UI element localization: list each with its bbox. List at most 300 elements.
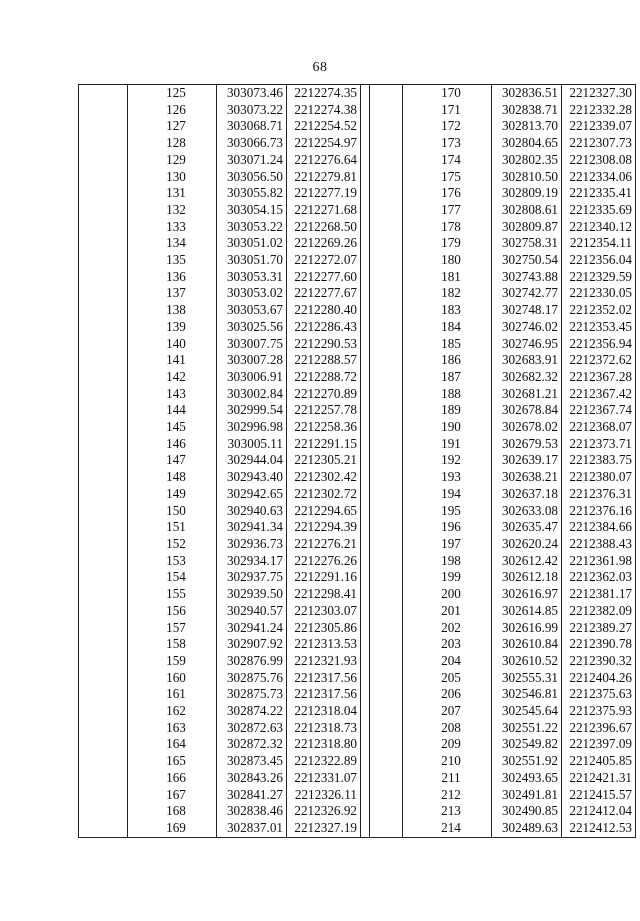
x-coordinate-cell: 302875.73 (217, 686, 287, 703)
x-coordinate-cell: 302679.53 (492, 436, 562, 453)
y-coordinate-cell: 2212326.11 (287, 787, 361, 804)
y-coordinate-cell: 2212274.38 (287, 102, 361, 119)
blank-cell (370, 202, 403, 219)
y-coordinate-cell: 2212257.78 (287, 402, 361, 419)
y-coordinate-cell: 2212313.53 (287, 636, 361, 653)
x-coordinate-cell: 303054.15 (217, 202, 287, 219)
column-gap-cell (361, 386, 370, 403)
y-coordinate-cell: 2212288.72 (287, 369, 361, 386)
blank-cell (79, 102, 128, 119)
point-number-cell: 157 (128, 620, 217, 637)
table-row (79, 85, 636, 102)
point-number-cell: 188 (403, 386, 492, 403)
point-number-cell: 142 (128, 369, 217, 386)
column-gap-cell (361, 219, 370, 236)
table-row (79, 686, 636, 703)
x-coordinate-cell: 302809.19 (492, 185, 562, 202)
table-row (79, 135, 636, 152)
y-coordinate-cell: 2212421.31 (562, 770, 636, 787)
x-coordinate-cell: 302808.61 (492, 202, 562, 219)
blank-cell (79, 336, 128, 353)
point-number-cell: 203 (403, 636, 492, 653)
y-coordinate-cell: 2212288.57 (287, 352, 361, 369)
y-coordinate-cell: 2212276.64 (287, 152, 361, 169)
table-row (79, 252, 636, 269)
point-number-cell: 197 (403, 536, 492, 553)
y-coordinate-cell: 2212317.56 (287, 686, 361, 703)
point-number-cell: 181 (403, 269, 492, 286)
x-coordinate-cell: 302610.84 (492, 636, 562, 653)
blank-cell (370, 118, 403, 135)
x-coordinate-cell: 303006.91 (217, 369, 287, 386)
table-row (79, 770, 636, 787)
y-coordinate-cell: 2212356.94 (562, 336, 636, 353)
page-number: 68 (312, 60, 328, 75)
y-coordinate-cell: 2212303.07 (287, 603, 361, 620)
x-coordinate-cell: 303051.70 (217, 252, 287, 269)
y-coordinate-cell: 2212254.97 (287, 135, 361, 152)
y-coordinate-cell: 2212332.28 (562, 102, 636, 119)
x-coordinate-cell: 303053.02 (217, 285, 287, 302)
x-coordinate-cell: 302637.18 (492, 486, 562, 503)
x-coordinate-cell: 302489.63 (492, 820, 562, 837)
x-coordinate-cell: 303053.22 (217, 219, 287, 236)
y-coordinate-cell: 2212368.07 (562, 419, 636, 436)
point-number-cell: 163 (128, 720, 217, 737)
column-gap-cell (361, 419, 370, 436)
blank-cell (370, 720, 403, 737)
blank-cell (79, 352, 128, 369)
point-number-cell: 213 (403, 803, 492, 820)
point-number-cell: 136 (128, 269, 217, 286)
x-coordinate-cell: 302746.95 (492, 336, 562, 353)
blank-cell (79, 135, 128, 152)
point-number-cell: 190 (403, 419, 492, 436)
point-number-cell: 198 (403, 553, 492, 570)
blank-cell (79, 703, 128, 720)
blank-cell (370, 553, 403, 570)
blank-cell (370, 686, 403, 703)
x-coordinate-cell: 303071.24 (217, 152, 287, 169)
y-coordinate-cell: 2212290.53 (287, 336, 361, 353)
point-number-cell: 173 (403, 135, 492, 152)
x-coordinate-cell: 302837.01 (217, 820, 287, 837)
point-number-cell: 128 (128, 135, 217, 152)
point-number-cell: 193 (403, 469, 492, 486)
blank-cell (370, 620, 403, 637)
table-row (79, 219, 636, 236)
blank-cell (79, 720, 128, 737)
table-row (79, 636, 636, 653)
column-gap-cell (361, 586, 370, 603)
table-row (79, 519, 636, 536)
x-coordinate-cell: 303073.22 (217, 102, 287, 119)
x-coordinate-cell: 302836.51 (492, 85, 562, 102)
blank-cell (79, 452, 128, 469)
x-coordinate-cell: 302876.99 (217, 653, 287, 670)
blank-cell (370, 102, 403, 119)
point-number-cell: 199 (403, 569, 492, 586)
x-coordinate-cell: 302493.65 (492, 770, 562, 787)
blank-cell (79, 820, 128, 837)
y-coordinate-cell: 2212268.50 (287, 219, 361, 236)
point-number-cell: 214 (403, 820, 492, 837)
blank-cell (79, 569, 128, 586)
point-number-cell: 134 (128, 235, 217, 252)
table-row (79, 586, 636, 603)
table-row (79, 118, 636, 135)
column-gap-cell (361, 369, 370, 386)
point-number-cell: 138 (128, 302, 217, 319)
table-row (79, 536, 636, 553)
y-coordinate-cell: 2212276.26 (287, 553, 361, 570)
x-coordinate-cell: 302742.77 (492, 285, 562, 302)
point-number-cell: 206 (403, 686, 492, 703)
blank-cell (370, 736, 403, 753)
blank-cell (79, 185, 128, 202)
blank-cell (370, 252, 403, 269)
y-coordinate-cell: 2212404.26 (562, 670, 636, 687)
point-number-cell: 189 (403, 402, 492, 419)
y-coordinate-cell: 2212375.63 (562, 686, 636, 703)
point-number-cell: 161 (128, 686, 217, 703)
table-row (79, 503, 636, 520)
x-coordinate-cell: 302683.91 (492, 352, 562, 369)
y-coordinate-cell: 2212270.89 (287, 386, 361, 403)
point-number-cell: 145 (128, 419, 217, 436)
x-coordinate-cell: 302874.22 (217, 703, 287, 720)
blank-cell (79, 686, 128, 703)
point-number-cell: 174 (403, 152, 492, 169)
y-coordinate-cell: 2212318.73 (287, 720, 361, 737)
y-coordinate-cell: 2212352.02 (562, 302, 636, 319)
blank-cell (370, 85, 403, 102)
blank-cell (79, 285, 128, 302)
blank-cell (370, 185, 403, 202)
x-coordinate-cell: 302944.04 (217, 452, 287, 469)
point-number-cell: 207 (403, 703, 492, 720)
y-coordinate-cell: 2212334.06 (562, 169, 636, 186)
column-gap-cell (361, 269, 370, 286)
point-number-cell: 164 (128, 736, 217, 753)
column-gap-cell (361, 118, 370, 135)
blank-cell (370, 235, 403, 252)
x-coordinate-cell: 303066.73 (217, 135, 287, 152)
point-number-cell: 186 (403, 352, 492, 369)
table-row (79, 285, 636, 302)
point-number-cell: 191 (403, 436, 492, 453)
x-coordinate-cell: 302616.97 (492, 586, 562, 603)
column-gap-cell (361, 252, 370, 269)
y-coordinate-cell: 2212356.04 (562, 252, 636, 269)
y-coordinate-cell: 2212361.98 (562, 553, 636, 570)
y-coordinate-cell: 2212272.07 (287, 252, 361, 269)
coordinate-table (78, 84, 636, 838)
y-coordinate-cell: 2212305.86 (287, 620, 361, 637)
point-number-cell: 151 (128, 519, 217, 536)
x-coordinate-cell: 302490.85 (492, 803, 562, 820)
table-row (79, 553, 636, 570)
blank-cell (79, 118, 128, 135)
point-number-cell: 131 (128, 185, 217, 202)
x-coordinate-cell: 302678.84 (492, 402, 562, 419)
x-coordinate-cell: 302941.24 (217, 620, 287, 637)
x-coordinate-cell: 302804.65 (492, 135, 562, 152)
y-coordinate-cell: 2212388.43 (562, 536, 636, 553)
y-coordinate-cell: 2212412.53 (562, 820, 636, 837)
point-number-cell: 192 (403, 452, 492, 469)
point-number-cell: 130 (128, 169, 217, 186)
y-coordinate-cell: 2212318.80 (287, 736, 361, 753)
table-row (79, 235, 636, 252)
blank-cell (79, 402, 128, 419)
table-row (79, 386, 636, 403)
point-number-cell: 200 (403, 586, 492, 603)
blank-cell (370, 285, 403, 302)
blank-cell (370, 169, 403, 186)
column-gap-cell (361, 803, 370, 820)
y-coordinate-cell: 2212294.39 (287, 519, 361, 536)
x-coordinate-cell: 302614.85 (492, 603, 562, 620)
point-number-cell: 125 (128, 85, 217, 102)
point-number-cell: 208 (403, 720, 492, 737)
column-gap-cell (361, 703, 370, 720)
blank-cell (370, 336, 403, 353)
point-number-cell: 159 (128, 653, 217, 670)
blank-cell (370, 302, 403, 319)
x-coordinate-cell: 302810.50 (492, 169, 562, 186)
table-row (79, 169, 636, 186)
point-number-cell: 182 (403, 285, 492, 302)
x-coordinate-cell: 302620.24 (492, 536, 562, 553)
x-coordinate-cell: 302873.45 (217, 753, 287, 770)
x-coordinate-cell: 302610.52 (492, 653, 562, 670)
blank-cell (370, 603, 403, 620)
point-number-cell: 171 (403, 102, 492, 119)
x-coordinate-cell: 302681.21 (492, 386, 562, 403)
point-number-cell: 143 (128, 386, 217, 403)
table-row (79, 820, 636, 837)
table-row (79, 787, 636, 804)
blank-cell (370, 770, 403, 787)
x-coordinate-cell: 302633.08 (492, 503, 562, 520)
column-gap-cell (361, 620, 370, 637)
table-row (79, 803, 636, 820)
table-row (79, 486, 636, 503)
blank-cell (79, 219, 128, 236)
column-gap-cell (361, 285, 370, 302)
x-coordinate-cell: 303025.56 (217, 319, 287, 336)
blank-cell (370, 386, 403, 403)
column-gap-cell (361, 319, 370, 336)
column-gap-cell (361, 736, 370, 753)
coordinate-table-body (79, 85, 636, 838)
y-coordinate-cell: 2212376.16 (562, 503, 636, 520)
y-coordinate-cell: 2212258.36 (287, 419, 361, 436)
blank-cell (370, 486, 403, 503)
x-coordinate-cell: 302999.54 (217, 402, 287, 419)
column-gap-cell (361, 336, 370, 353)
x-coordinate-cell: 302551.22 (492, 720, 562, 737)
y-coordinate-cell: 2212271.68 (287, 202, 361, 219)
x-coordinate-cell: 302996.98 (217, 419, 287, 436)
blank-cell (79, 85, 128, 102)
table-row (79, 569, 636, 586)
point-number-cell: 140 (128, 336, 217, 353)
table-row (79, 102, 636, 119)
table-row (79, 152, 636, 169)
x-coordinate-cell: 303051.02 (217, 235, 287, 252)
x-coordinate-cell: 302940.57 (217, 603, 287, 620)
y-coordinate-cell: 2212327.30 (562, 85, 636, 102)
y-coordinate-cell: 2212380.07 (562, 469, 636, 486)
point-number-cell: 196 (403, 519, 492, 536)
y-coordinate-cell: 2212294.65 (287, 503, 361, 520)
point-number-cell: 127 (128, 118, 217, 135)
y-coordinate-cell: 2212340.12 (562, 219, 636, 236)
point-number-cell: 205 (403, 670, 492, 687)
blank-cell (370, 569, 403, 586)
blank-cell (79, 519, 128, 536)
x-coordinate-cell: 302758.31 (492, 235, 562, 252)
column-gap-cell (361, 503, 370, 520)
column-gap-cell (361, 185, 370, 202)
y-coordinate-cell: 2212286.43 (287, 319, 361, 336)
point-number-cell: 144 (128, 402, 217, 419)
column-gap-cell (361, 352, 370, 369)
y-coordinate-cell: 2212254.52 (287, 118, 361, 135)
point-number-cell: 187 (403, 369, 492, 386)
blank-cell (79, 753, 128, 770)
column-gap-cell (361, 820, 370, 837)
y-coordinate-cell: 2212322.89 (287, 753, 361, 770)
x-coordinate-cell: 302748.17 (492, 302, 562, 319)
x-coordinate-cell: 302943.40 (217, 469, 287, 486)
point-number-cell: 212 (403, 787, 492, 804)
y-coordinate-cell: 2212318.04 (287, 703, 361, 720)
x-coordinate-cell: 302612.18 (492, 569, 562, 586)
column-gap-cell (361, 169, 370, 186)
table-row (79, 603, 636, 620)
y-coordinate-cell: 2212382.09 (562, 603, 636, 620)
point-number-cell: 149 (128, 486, 217, 503)
x-coordinate-cell: 302872.63 (217, 720, 287, 737)
blank-cell (370, 503, 403, 520)
point-number-cell: 195 (403, 503, 492, 520)
point-number-cell: 178 (403, 219, 492, 236)
blank-cell (79, 636, 128, 653)
y-coordinate-cell: 2212307.73 (562, 135, 636, 152)
x-coordinate-cell: 302937.75 (217, 569, 287, 586)
blank-cell (79, 670, 128, 687)
column-gap-cell (361, 402, 370, 419)
column-gap-cell (361, 102, 370, 119)
y-coordinate-cell: 2212405.85 (562, 753, 636, 770)
x-coordinate-cell: 302491.81 (492, 787, 562, 804)
point-number-cell: 132 (128, 202, 217, 219)
x-coordinate-cell: 303053.31 (217, 269, 287, 286)
y-coordinate-cell: 2212317.56 (287, 670, 361, 687)
column-gap-cell (361, 653, 370, 670)
x-coordinate-cell: 302802.35 (492, 152, 562, 169)
blank-cell (370, 319, 403, 336)
blank-cell (370, 219, 403, 236)
y-coordinate-cell: 2212375.93 (562, 703, 636, 720)
y-coordinate-cell: 2212302.42 (287, 469, 361, 486)
blank-cell (370, 636, 403, 653)
column-gap-cell (361, 452, 370, 469)
blank-cell (79, 436, 128, 453)
y-coordinate-cell: 2212329.59 (562, 269, 636, 286)
x-coordinate-cell: 302545.64 (492, 703, 562, 720)
blank-cell (79, 469, 128, 486)
blank-cell (370, 519, 403, 536)
y-coordinate-cell: 2212372.62 (562, 352, 636, 369)
column-gap-cell (361, 436, 370, 453)
x-coordinate-cell: 303053.67 (217, 302, 287, 319)
blank-cell (370, 820, 403, 837)
blank-cell (79, 235, 128, 252)
column-gap-cell (361, 235, 370, 252)
x-coordinate-cell: 302743.88 (492, 269, 562, 286)
y-coordinate-cell: 2212277.19 (287, 185, 361, 202)
point-number-cell: 146 (128, 436, 217, 453)
point-number-cell: 166 (128, 770, 217, 787)
point-number-cell: 133 (128, 219, 217, 236)
x-coordinate-cell: 302907.92 (217, 636, 287, 653)
point-number-cell: 139 (128, 319, 217, 336)
point-number-cell: 158 (128, 636, 217, 653)
point-number-cell: 135 (128, 252, 217, 269)
point-number-cell: 160 (128, 670, 217, 687)
x-coordinate-cell: 302936.73 (217, 536, 287, 553)
column-gap-cell (361, 302, 370, 319)
x-coordinate-cell: 302841.27 (217, 787, 287, 804)
point-number-cell: 153 (128, 553, 217, 570)
x-coordinate-cell: 302549.82 (492, 736, 562, 753)
y-coordinate-cell: 2212397.09 (562, 736, 636, 753)
table-row (79, 703, 636, 720)
blank-cell (370, 653, 403, 670)
y-coordinate-cell: 2212321.93 (287, 653, 361, 670)
x-coordinate-cell: 302616.99 (492, 620, 562, 637)
y-coordinate-cell: 2212381.17 (562, 586, 636, 603)
blank-cell (79, 269, 128, 286)
blank-cell (370, 402, 403, 419)
y-coordinate-cell: 2212339.07 (562, 118, 636, 135)
blank-cell (79, 386, 128, 403)
y-coordinate-cell: 2212373.71 (562, 436, 636, 453)
x-coordinate-cell: 302551.92 (492, 753, 562, 770)
point-number-cell: 194 (403, 486, 492, 503)
blank-cell (370, 787, 403, 804)
blank-cell (370, 586, 403, 603)
y-coordinate-cell: 2212298.41 (287, 586, 361, 603)
point-number-cell: 170 (403, 85, 492, 102)
x-coordinate-cell: 302934.17 (217, 553, 287, 570)
y-coordinate-cell: 2212308.08 (562, 152, 636, 169)
point-number-cell: 137 (128, 285, 217, 302)
table-row (79, 620, 636, 637)
blank-cell (79, 152, 128, 169)
point-number-cell: 154 (128, 569, 217, 586)
point-number-cell: 167 (128, 787, 217, 804)
blank-cell (79, 302, 128, 319)
blank-cell (370, 452, 403, 469)
column-gap-cell (361, 569, 370, 586)
y-coordinate-cell: 2212327.19 (287, 820, 361, 837)
table-row (79, 670, 636, 687)
